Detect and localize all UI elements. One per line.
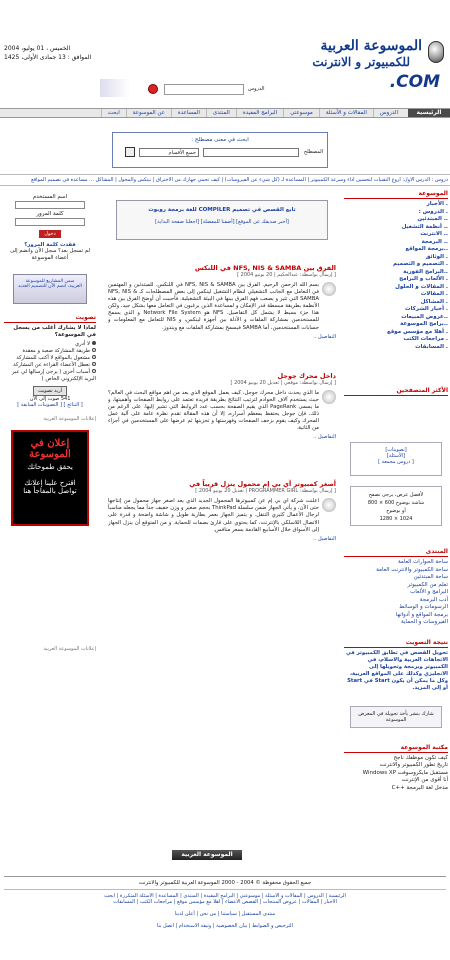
article-meta: [ إرسال بواسطة: عبدالحكيم | 20 يونيو 2004 ] <box>237 272 336 278</box>
password-input[interactable] <box>15 218 85 226</box>
sidebar-link[interactable]: . الوثائق <box>425 253 448 260</box>
forum-link[interactable]: ساحة الكمبيوتر والانترنت العامة <box>376 566 448 573</box>
right-sidebar <box>344 190 448 792</box>
article <box>108 480 336 541</box>
article-more-link[interactable]: التفاصيل .. <box>313 333 336 340</box>
menu-item[interactable]: الدروس <box>373 109 404 117</box>
sidebar-link[interactable]: ..البرامج الفورية <box>403 268 448 275</box>
notice-line: شاشة بوضوح 600 × 800 <box>367 500 425 506</box>
menu-item[interactable]: عن الموسوعة <box>126 109 171 117</box>
sidebar-link[interactable]: .. المبتدئين <box>417 216 448 222</box>
site-logo[interactable] <box>290 38 440 98</box>
forum-list <box>344 559 448 627</box>
logo-title: الموسوعة العربية <box>320 38 422 54</box>
logo-subtitle: للكمبيوتر و الانترنت <box>312 55 410 69</box>
forum-heading: المنتدى <box>344 548 448 557</box>
search-label: الدروس <box>248 86 265 92</box>
ad-line: الموسوعة <box>29 449 71 460</box>
poll-option-label: لا أدري <box>75 341 90 347</box>
most-read-heading: الأكثر المتصفحين <box>344 387 448 396</box>
forum-link[interactable]: أدب البرمجة <box>419 596 448 603</box>
notice-line: 1280 × 1024 <box>379 516 413 522</box>
sidebar-link[interactable]: .. الانترنت <box>420 231 448 237</box>
sidebar-link[interactable]: . أخبار الشركات <box>404 306 448 312</box>
login-button[interactable]: دخول <box>39 230 61 238</box>
poll-option-label: أسباب أخرى ( يرجى إرسالها لي عبر البريد الإلكتروني الخاص ) <box>12 369 96 382</box>
vote-button[interactable]: أريد تصويت <box>33 386 67 396</box>
sidebar-link[interactable]: . مراجعات الكتب <box>403 336 448 342</box>
library-link[interactable]: أنا أقوى من الإنترنت <box>401 777 448 783</box>
ad-line: تواصل بالمفاجأ هنا <box>23 487 77 495</box>
encyclopedia-list <box>344 201 448 351</box>
article-title[interactable]: داخل محرك جوجل <box>277 371 336 380</box>
library-list <box>344 755 448 793</box>
dictionary-term-input[interactable] <box>203 148 299 157</box>
article <box>108 264 336 340</box>
sidebar-link[interactable]: .. أنظمة التشغيل <box>401 223 448 230</box>
forum-link[interactable]: تعلم من الكمبيوتر <box>407 581 448 588</box>
dictionary-search-button[interactable] <box>125 147 135 157</box>
menu-item[interactable]: موسوعتي <box>283 109 319 117</box>
radio-icon[interactable] <box>92 362 96 366</box>
poll-option[interactable] <box>4 369 96 383</box>
radio-icon[interactable] <box>92 348 96 352</box>
encyclopedia-heading: الموسوعة <box>344 190 448 199</box>
username-label: اسم المستخدم <box>32 194 68 200</box>
most-read-box <box>350 442 442 476</box>
news-ticker[interactable]: دروس : الدرس الأول: أروع التقنيات لتحسين أداء وسرعة الكمبيوتر | المساعدة لـ (كل شيء عن الفيروسات) | كيف تحمي جهازك من الاختراق | نيتكس والمحول | المشاكل ... مساعدة في تصميم المواقع <box>31 177 448 183</box>
library-link[interactable]: مدخل لغة البرمجة ++C <box>391 784 448 791</box>
sidebar-link[interactable]: . الدروس : <box>418 208 448 215</box>
register-text[interactable]: لم تسجل بعد؟ سجل الآن وانضم إلى أعضاء الموسوعة <box>10 248 90 261</box>
poll-heading: تصويت <box>4 314 96 323</box>
date-gregorian: الخميس ، 01 يوليو، 2004 <box>4 45 71 52</box>
footer-links[interactable]: الرئيسية | الدروس | المقالات و الأسئلة | موسوعتي | البرامج المفيدة | المنتدى | المساعدة | الأسئلة المتكررة | ابحث <box>104 893 346 899</box>
vote-links[interactable]: [ النتائج ] [ التصويتات السابقة ] <box>17 402 83 408</box>
forum-link[interactable]: البرامج و الألعاب <box>410 589 448 595</box>
dictionary-label: المصطلح <box>303 149 323 155</box>
main-menu <box>0 108 450 118</box>
poll-result-heading: نتيجة التصويت <box>344 639 448 648</box>
left-sidebar <box>4 190 96 652</box>
library-heading: مكتبة الموسوعة <box>344 744 448 753</box>
dictionary-search <box>112 132 328 168</box>
forgot-password-link[interactable]: فقدت كلمة المرور؟ <box>24 242 76 248</box>
sidebar-link[interactable]: . الألعاب و البرامج <box>399 276 448 282</box>
forum-link[interactable]: ساحة الحوارات العامة <box>397 559 448 565</box>
subscribe-box[interactable]: شارك بنشر بأخذ تحويلة في المعرض الموسوعة <box>350 706 442 728</box>
most-read-link[interactable]: [الأسئلة] <box>386 453 406 459</box>
most-read-link[interactable]: [ دروس مجمعة ] <box>378 459 414 465</box>
date-display <box>4 44 91 62</box>
featured-box <box>116 200 328 240</box>
poll-options <box>4 341 96 383</box>
main-content <box>108 190 336 542</box>
ad-line: يحقق طموحاتك <box>27 463 73 471</box>
copyright: جميع الحقوق محفوظة © 2004 - 2000 الموسوعة العربية للكمبيوتر والانترنت <box>138 880 312 886</box>
poll-option[interactable] <box>4 362 96 369</box>
username-input[interactable] <box>15 201 85 209</box>
footer-links[interactable]: الترخيص و الضوابط | بيان الخصوصية | وثيقة الاستخدام | اتصل بنا <box>157 923 293 929</box>
forum-link[interactable]: الرسومات و الوسائط <box>399 604 448 610</box>
footer-links[interactable]: الأخبار | المقالات | عروض المنتجات | القصص الأعضاء | أهلا مع مؤسس موقع | مراجعات الكتب | المسابقات <box>113 899 337 905</box>
sidebar-link[interactable]: ..برمجة المواقع <box>405 246 448 252</box>
divider <box>0 174 450 175</box>
forum-link[interactable]: الفيروسات و الحماية <box>400 619 448 625</box>
ads-label: إعلانات الموسوعة العربية <box>43 416 96 422</box>
poll-option-label: مشغول بالمواقع لا أكتب للمشاركة <box>16 355 90 361</box>
logo-com: .COM <box>389 72 440 92</box>
forum-link[interactable]: برمجة المواقع و أدواتها <box>395 611 448 618</box>
notice-line: أو بوضوح <box>386 508 406 514</box>
article-meta: [ إرسال بواسطة: PROGRAMMER GIRL | تعديل 20 يونيو 2004 ] <box>195 488 336 495</box>
ad-line: اقترح علينا إعلانك <box>24 479 76 487</box>
dictionary-title: ابحث في معنى مصطلح : <box>191 137 249 143</box>
site-search <box>140 83 290 97</box>
advertise-banner[interactable] <box>11 430 89 526</box>
featured-links[interactable]: [أخبر صديقك عن الموقع] [أضفنا للمفضلة] [اجعلنا صفحة البداية] <box>155 219 289 225</box>
bottom-logo[interactable]: الموسوعة العربية <box>172 850 242 860</box>
article-meta: [ إرسال بواسطة: موقعي | تعديل 20 يونيو 2004 ] <box>230 379 336 386</box>
ads-label: إعلانات الموسوعة العربية <box>43 646 96 652</box>
article-body: أعلنت شركة آي بي إم عن كمبيوترها المحمول الجديد الذي يعد أصغر جهاز محمول من إنتاجها حتى الآن، و يأتي الجهاز ضمن سلسلة ThinkPad بحجم صغير و وزن خفيف جداً مما يجعله مناسباً لرجال الأعمال كثيري التنقل. و يتميز الجهاز بعمر بطارية طويل و شاشة واضحة و قدرة على الاتصال اللاسلكي بالإنترنت، كما يحتوي على قارئ بصمات للحماية. و من المتوقع أن ينزل الجهاز إلى الأسواق خلال الأسابيع القادمة بسعر منافس. <box>108 498 319 533</box>
menu-item[interactable]: ابحث <box>101 109 126 117</box>
sidebar-link[interactable]: ..عروض المبيعات <box>401 313 448 320</box>
mouse-icon <box>428 41 444 63</box>
poll-question: لماذا لا يشارك أغلب من يسجل في الموسوعة؟ <box>13 325 96 338</box>
article-more-link[interactable]: التفاصيل .. <box>313 535 336 542</box>
menu-item[interactable]: البرامج المفيدة <box>236 109 283 117</box>
divider <box>0 185 450 186</box>
menu-item[interactable]: المقالات و الأسئلة <box>319 109 373 117</box>
poll-option[interactable] <box>4 348 96 355</box>
partner-logos <box>100 79 130 97</box>
date-hijri: الموافق : 13 جمادى الأولى، 1425 <box>4 54 92 61</box>
footer <box>0 876 450 929</box>
sidebar-link[interactable]: . المشاكل <box>420 298 448 305</box>
article-icon <box>322 498 336 512</box>
library-link[interactable]: كيف تكون موظفك ناجح <box>393 754 448 761</box>
article-body: ما الذي يحدث داخل محرك جوجل، كيف يعمل الموقع الذي يعد من أهم مواقع البحث في العالم؟ حيث يستخدم آلاف الخوادم لترتيب النتائج بطريقة فريدة تعتمد على روابط الصفحات وأهميتها، و ما يسمى PageRank الذي يقيم الصفحة بحسب عدد الروابط التي تشير إليها. على الرغم من ذلك، فإن جوجل يحتفظ بمعظم أسراره، إلا أن هذه المقالة تقدم نظرة عامة على آلية عمل المحرك وكيف يقوم بزحف الصفحات وفهرستها و تخزينها ثم عرضها على المستخدمين في أجزاء من الثانية. <box>108 389 319 432</box>
menu-home[interactable]: الرئيسية <box>408 109 450 117</box>
menu-item[interactable]: المساعدة <box>171 109 206 117</box>
article <box>108 372 336 441</box>
sidebar-link[interactable]: . المقالات و الحلول <box>395 283 448 290</box>
dictionary-category-select[interactable]: جميع الأقسام <box>139 148 199 157</box>
resolution-notice <box>350 486 442 526</box>
radio-icon[interactable] <box>92 355 96 359</box>
vote-count: 541 صوت إلى الآن <box>29 396 71 402</box>
poll-result-text: تحويل القصص في تطابق الكمبيوتر في الاتجاهات العربية والاسلام، في الكمبيوتر وبرمجة وتحويلها إلى الانجليزي وكذلك على المواقع العربية، وكل ما يمكن أن يكون Start في Start أو إلى المزيد. <box>345 649 448 691</box>
poll-option[interactable] <box>4 355 96 362</box>
article-icon <box>322 282 336 296</box>
sidebar-link[interactable]: . المقالات <box>420 291 448 297</box>
article-body: بسم الله الرحمن الرحيم. الفرق بين NFS, NIS & SAMBA في اللنكس. للمبتدئين و المهتمين في التعامل مع الجانب التشغيلي لنظام التشغيل لينكس إلى بعض المصطلحات كـ NFS, NIS & SAMBA التي تثير و يصعب فهم الفرق بينها في البيئة التشغيلية. فأحببت أن أوضح الفرق بين هذه الأنظمة بطريقة مبسطة قدر الإمكان و لمساعدة الذين يرغبون في التعامل معها بشكل جيد، ولكن هذا جزء بسيط لا يشمل كل التفاصيل. NFS هو Network File System و الذي يسمح للمستخدمين بمشاركة الملفات و الأدلة بين أجهزة لينكس، و NIS للتعامل مع المعلومات و حسابات المستخدمين، أما SAMBA فيسمح بمشاركة الملفات مع ويندوز. <box>108 282 319 331</box>
ad-line: إعلان في <box>30 438 70 449</box>
article-icon <box>322 390 336 404</box>
footer-links[interactable]: منتدى المستقبل | سياستنا | من نحن | أعلن لدينا <box>174 911 276 917</box>
sidebar-link[interactable]: .. البرمجة <box>421 238 448 245</box>
most-read-link[interactable]: [تصويتات] <box>385 447 407 453</box>
radio-icon[interactable] <box>92 341 96 345</box>
search-go-button[interactable] <box>148 84 158 94</box>
sidebar-link[interactable]: . المسابقات <box>415 343 448 350</box>
library-link[interactable]: تاريخ تطور الكمبيوتر والانترنت <box>379 762 448 768</box>
poll-option[interactable] <box>4 341 96 348</box>
sidebar-link[interactable]: ..برامج الموسوعة <box>400 321 448 327</box>
sidebar-link[interactable]: . الأخبار <box>426 201 448 207</box>
sidebar-link[interactable]: . التصميم و التصميم <box>393 261 448 267</box>
article-more-link[interactable]: التفاصيل .. <box>313 434 336 441</box>
radio-icon[interactable] <box>92 369 96 373</box>
notice-line: لأفضل عرض، يرجى تصفح <box>368 492 424 498</box>
forum-link[interactable]: ساحة المبتدئين <box>413 574 448 580</box>
poll-option-label: طريقة المشاركة صعبة و معقدة <box>22 348 90 354</box>
password-label: كلمة المرور <box>36 211 64 217</box>
featured-title[interactable]: تابع القصص في تصميم COMPILER للغة برمجة روبوت <box>148 207 296 213</box>
article-title[interactable]: الفرق بين NFS, NIS & SAMBA في اللنكس <box>194 264 336 272</box>
menu-item[interactable]: المنتدى <box>206 109 236 117</box>
library-link[interactable]: مستقبل مايكروسوفت Windows XP <box>362 769 448 776</box>
search-input[interactable] <box>164 84 244 95</box>
article-title[interactable]: أصغر كمبيوتر آي بي إم محمول ينزل قريباً في <box>189 480 336 489</box>
poll-option-label: تعطل الأعضاء القراءة عن المشاركة <box>13 362 90 368</box>
promo-banner[interactable]: ضمن المشاريع للموسوعة العربية، انضم الآن للتصميم الجديد <box>13 274 87 304</box>
sidebar-link[interactable]: . أهلا مع مؤسس موقع <box>386 328 448 335</box>
